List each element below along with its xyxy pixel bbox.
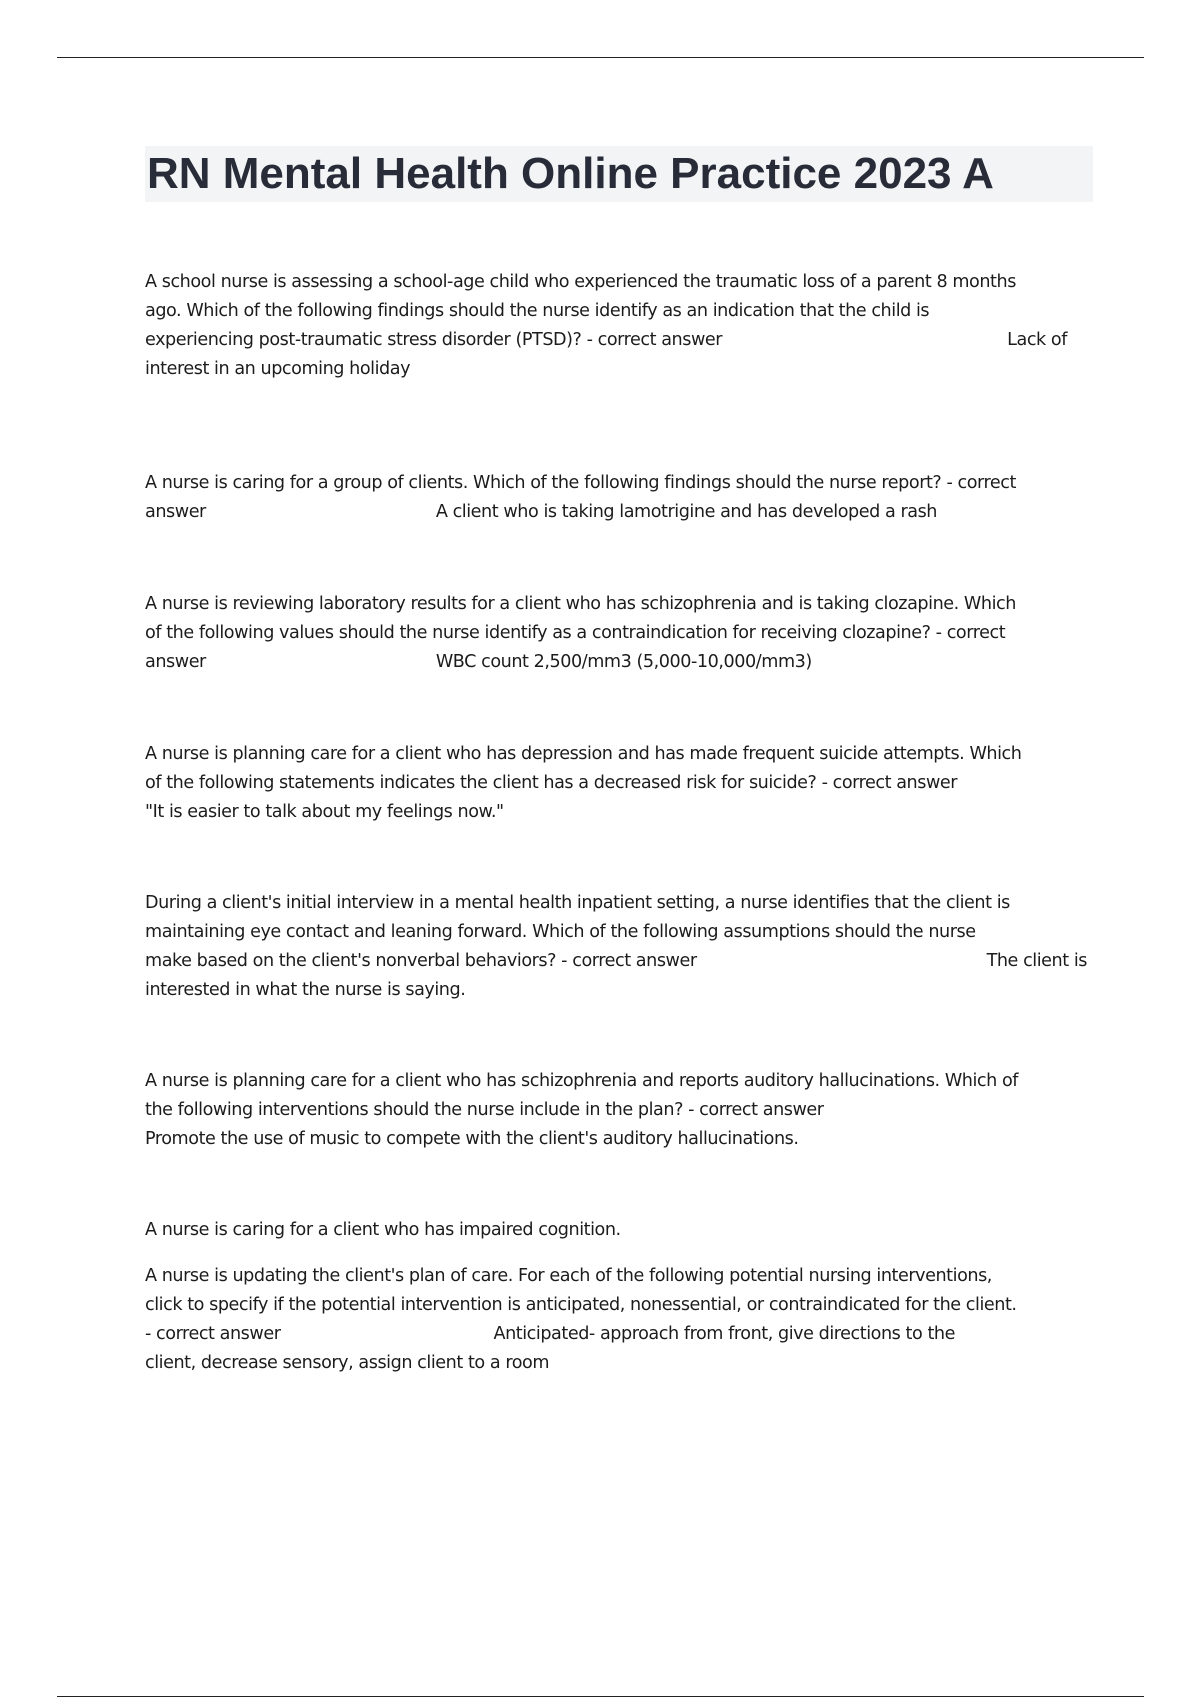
question-line: A nurse is caring for a group of clients. Which of the following findings should the nurse report? - correct bbox=[145, 473, 1016, 493]
answer-text: interested in what the nurse is saying. bbox=[145, 980, 466, 1000]
answer-text: "It is easier to talk about my feelings now." bbox=[145, 802, 504, 822]
question-line: of the following statements indicates the client has a decreased risk for suicide? - correct answer bbox=[145, 773, 958, 793]
question-4 bbox=[145, 740, 1087, 827]
question-line: A nurse is caring for a client who has impaired cognition. bbox=[145, 1220, 621, 1240]
answer-text: A client who is taking lamotrigine and has developed a rash bbox=[435, 502, 938, 522]
question-3 bbox=[145, 590, 1087, 677]
question-7 bbox=[145, 1216, 1087, 1245]
question-line: A nurse is planning care for a client who has depression and has made frequent suicide attempts. Which bbox=[145, 744, 1022, 764]
footer-rule bbox=[57, 1696, 1144, 1697]
question-line: of the following values should the nurse identify as a contraindication for receiving clozapine? - correct bbox=[145, 623, 1006, 643]
question-8 bbox=[145, 1262, 1087, 1378]
question-line: the following interventions should the nurse include in the plan? - correct answer bbox=[145, 1100, 824, 1120]
document-title: RN Mental Health Online Practice 2023 A bbox=[145, 146, 1093, 202]
question-6 bbox=[145, 1067, 1087, 1154]
header-rule bbox=[57, 57, 1144, 58]
question-line: During a client's initial interview in a mental health inpatient setting, a nurse identifies that the client is bbox=[145, 893, 1010, 913]
question-line: click to specify if the potential intervention is anticipated, nonessential, or contraindicated for the client. bbox=[145, 1295, 1017, 1315]
answer-text: WBC count 2,500/mm3 (5,000-10,000/mm3) bbox=[435, 652, 812, 672]
question-line: - correct answer bbox=[145, 1324, 281, 1344]
question-1 bbox=[145, 268, 1087, 384]
question-line: A nurse is planning care for a client who has schizophrenia and reports auditory hallucinations. Which of bbox=[145, 1071, 1019, 1091]
answer-text: Promote the use of music to compete with the client's auditory hallucinations. bbox=[145, 1129, 799, 1149]
question-line: experiencing post-traumatic stress disorder (PTSD)? - correct answer bbox=[145, 330, 723, 350]
answer-text: client, decrease sensory, assign client to a room bbox=[145, 1353, 550, 1373]
answer-text: Anticipated- approach from front, give directions to the bbox=[493, 1324, 955, 1344]
question-line: maintaining eye contact and leaning forward. Which of the following assumptions should the nurse bbox=[145, 922, 976, 942]
question-line: make based on the client's nonverbal behaviors? - correct answer bbox=[145, 951, 697, 971]
answer-text: Lack of bbox=[1007, 330, 1067, 350]
answer-text: The client is bbox=[986, 951, 1087, 971]
question-line: ago. Which of the following findings should the nurse identify as an indication that the child is bbox=[145, 301, 930, 321]
question-line: A nurse is updating the client's plan of care. For each of the following potential nursing interventions, bbox=[145, 1266, 992, 1286]
answer-text: interest in an upcoming holiday bbox=[145, 359, 411, 379]
question-line: A school nurse is assessing a school-age child who experienced the traumatic loss of a parent 8 months bbox=[145, 272, 1016, 292]
question-line: answer bbox=[145, 652, 206, 672]
question-5 bbox=[145, 889, 1087, 1005]
question-2 bbox=[145, 469, 1087, 527]
question-line: answer bbox=[145, 502, 206, 522]
question-line: A nurse is reviewing laboratory results for a client who has schizophrenia and is taking clozapine. Which bbox=[145, 594, 1016, 614]
